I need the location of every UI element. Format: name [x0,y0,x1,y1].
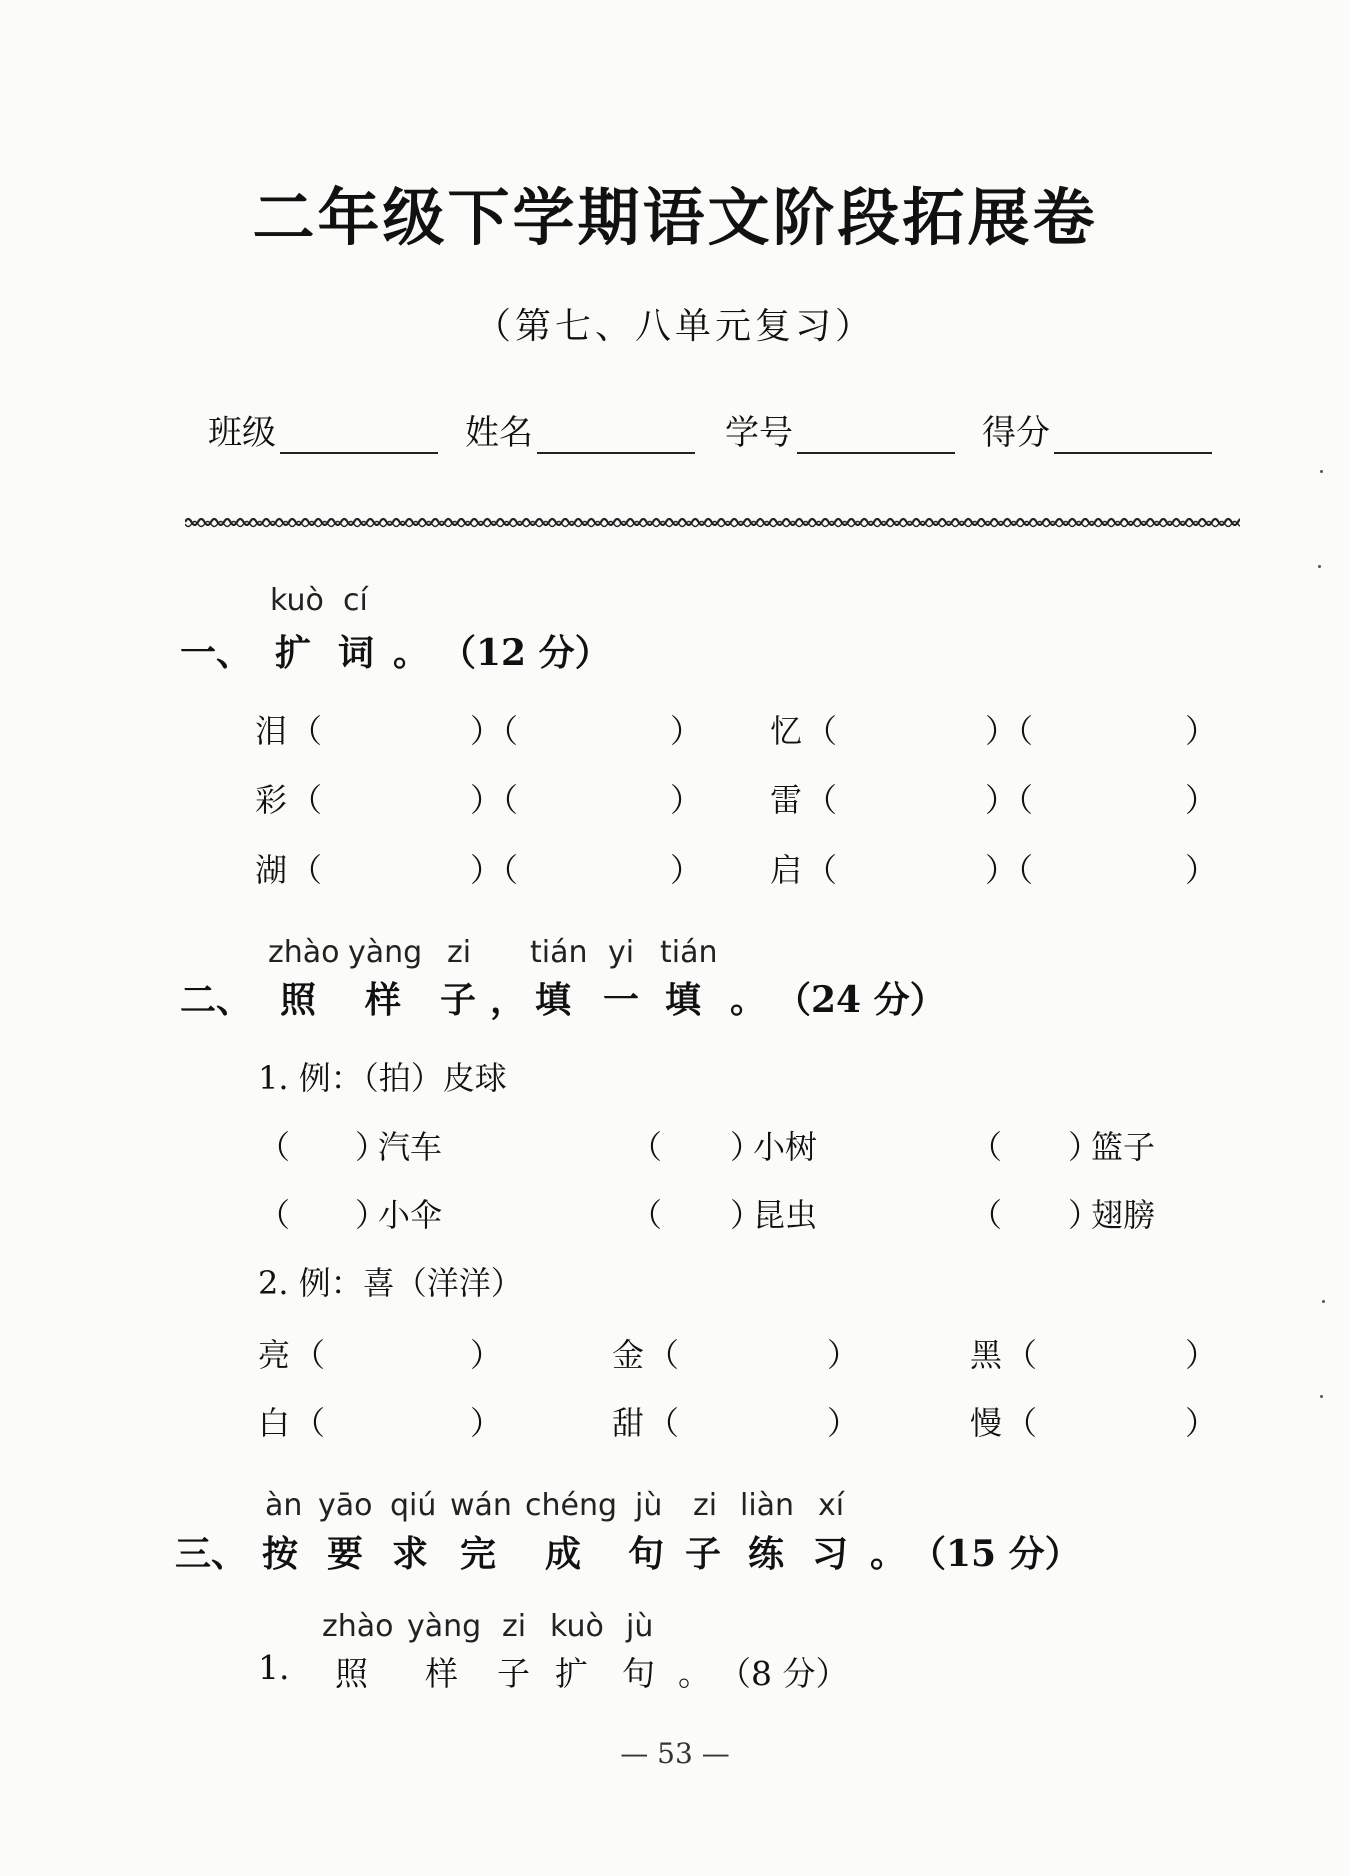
word-item: 启 [770,851,803,889]
number-field [725,405,955,454]
word-item: 湖 [255,851,288,889]
adj-item: 金 [612,1336,645,1374]
q1-row: （ ） 小伞 （ ） 昆虫 （ ） 翅膀 [0,1190,1350,1236]
adj-item: 黑 [970,1336,1003,1374]
section1-row: 泪 （ ）（ ） 忆 （ ）（ ） [0,706,1350,752]
scan-speck [1320,470,1323,473]
adj-item: 甜 [612,1404,645,1442]
page-title: 二年级下学期语文阶段拓展卷 [252,181,1098,254]
number-label: 学号 [725,413,793,453]
score-label: 得分 [982,413,1050,453]
scan-speck [1320,1395,1323,1398]
adj-item: 亮 [258,1336,291,1374]
adj-item: 白 [258,1404,291,1442]
class-field [208,405,438,454]
noun-item: 昆虫 [753,1196,818,1234]
word-item: 雷 [770,781,803,819]
q1-example: 1. 例：（拍）皮球 [258,1059,507,1097]
scan-speck [1318,565,1321,568]
word-item: 泪 [255,712,288,750]
section1-heading: 一、 扩 词 。 （12 分） [180,632,611,674]
score-field [982,405,1212,454]
section2-pinyin: zhào yàng zi tián yi tián [268,935,718,970]
q2-row: 亮 （ ） 金 （ ） 黑 （ ） [0,1330,1350,1376]
class-blank[interactable] [280,412,438,454]
scan-speck [1322,1300,1325,1303]
q2-row: 白 （ ） 甜 （ ） 慢 （ ） [0,1398,1350,1444]
section2-heading: 二、 照 样 子 ， 填 一 填 。 （24 分） [180,979,946,1021]
noun-item: 小伞 [378,1196,443,1234]
section1-row: 湖 （ ）（ ） 启 （ ）（ ） [0,845,1350,891]
wavy-divider [185,513,1240,531]
page-number: — 53 — [620,1737,730,1770]
section1-row: 彩 （ ）（ ） 雷 （ ）（ ） [0,775,1350,821]
sub1-heading: 1. 照 样 子 扩 句 。 （8 分） [258,1648,849,1693]
name-label: 姓名 [465,413,533,453]
section1-pinyin: kuò cí [270,583,368,618]
adj-item: 慢 [970,1404,1003,1442]
section3-pinyin: àn yāo qiú wán chéng jù zi liàn xí [265,1488,845,1523]
noun-item: 翅膀 [1091,1196,1156,1234]
word-item: 忆 [770,712,803,750]
word-item: 彩 [255,781,288,819]
section3-heading: 三、 按 要 求 完 成 句 子 练 习 。 （15 分） [175,1533,1081,1575]
name-blank[interactable] [537,412,695,454]
noun-item: 汽车 [378,1128,443,1166]
name-field [465,405,695,454]
q1-row: （ ） 汽车 （ ） 小树 （ ） 篮子 [0,1122,1350,1168]
score-blank[interactable] [1054,412,1212,454]
class-label: 班级 [208,413,276,453]
q2-example: 2. 例：喜（洋洋） [258,1264,523,1302]
page-subtitle: （第七、八单元复习） [474,306,875,347]
sub1-pinyin: zhào yàng zi kuò jù [322,1609,654,1644]
noun-item: 篮子 [1091,1128,1156,1166]
number-blank[interactable] [797,412,955,454]
noun-item: 小树 [753,1128,818,1166]
